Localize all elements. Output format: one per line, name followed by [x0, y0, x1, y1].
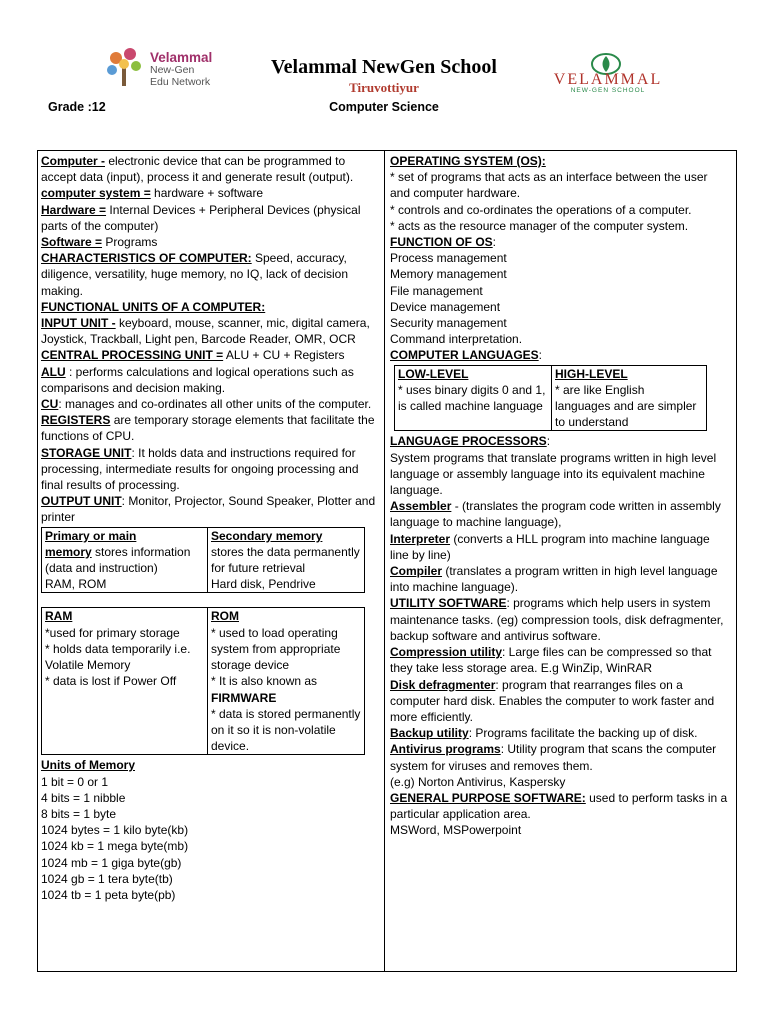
computer-definition [41, 153, 379, 185]
definition: : programs which help users in system maintenance tasks. (eg) compression tools, disk defragmenter, backup software and antivirus software. [390, 596, 724, 643]
right-logo-sub: NEW-GEN SCHOOL [570, 87, 646, 94]
logo-line3: Edu Network [150, 75, 211, 88]
rom-point-1: * used to load operating system from appropriate storage device [211, 625, 341, 673]
secondary-title: Secondary memory [211, 528, 323, 543]
rom-cell [208, 608, 365, 755]
column-divider [384, 150, 385, 972]
utility-software-definition [390, 595, 730, 644]
general-purpose-software-definition [390, 790, 730, 822]
languages-table [394, 365, 707, 432]
term: computer system = [41, 186, 151, 201]
unit-line: 8 bits = 1 byte [41, 806, 117, 821]
definition: keyboard, mouse, scanner, mic, digital camera, Joystick, Trackball, Light pen, Barcode Reader, OMR, OCR [41, 316, 370, 347]
output-unit [41, 493, 379, 525]
os-function-item: File management [390, 283, 483, 298]
cpu-definition [41, 347, 379, 363]
heading-text: FUNCTION OF OS [390, 235, 493, 250]
ram-cell [42, 608, 208, 755]
functional-units-heading: FUNCTIONAL UNITS OF A COMPUTER: [41, 299, 266, 314]
backup-utility-definition [390, 725, 730, 741]
hardware-definition [41, 202, 379, 234]
definition: Internal Devices + Peripheral Devices (physical parts of the computer) [41, 202, 361, 233]
left-column [41, 153, 379, 903]
rom-firmware: FIRMWARE [211, 690, 277, 705]
antivirus-examples: (e.g) Norton Antivirus, Kaspersky [390, 774, 566, 789]
os-function-item: Command interpretation. [390, 332, 523, 347]
software-definition [41, 234, 379, 250]
term: STORAGE UNIT [41, 445, 132, 460]
spacer [41, 595, 379, 606]
unit-line: 1024 tb = 1 peta byte(pb) [41, 887, 176, 902]
ram-title: RAM [45, 609, 73, 624]
computer-system-definition [41, 185, 379, 201]
term: Software = [41, 235, 103, 250]
heading-text: LANGUAGE PROCESSORS [390, 434, 547, 449]
assembler-definition [390, 498, 730, 530]
school-name: Velammal NewGen School [271, 56, 497, 78]
term: Computer - [41, 154, 105, 168]
term: Interpreter [390, 531, 451, 546]
primary-title-2: memory [45, 544, 92, 559]
term: Antivirus programs [390, 742, 501, 757]
general-purpose-examples: MSWord, MSPowerpoint [390, 823, 522, 838]
definition: Speed, accuracy, diligence, versatility, huge memory, no IQ, lack of decision making. [41, 251, 349, 298]
ram-rom-table [41, 607, 365, 755]
term: GENERAL PURPOSE SOFTWARE: [390, 790, 586, 805]
unit-line: 1024 mb = 1 giga byte(gb) [41, 855, 182, 870]
unit-line: 1 bit = 0 or 1 [41, 774, 109, 789]
definition: hardware + software [150, 186, 264, 201]
definition: : Monitor, Projector, Sound Speaker, Plotter and printer [41, 494, 376, 525]
disk-defragmenter-definition [390, 677, 730, 726]
definition: - (translates the program code written in assembly language to machine language), [390, 499, 721, 530]
language-processors-heading [390, 433, 730, 449]
language-processors-desc: System programs that translate programs written in high level language or assembly language into its equivalent machine language. [390, 450, 717, 498]
definition: (converts a HLL program into machine language line by line) [390, 531, 710, 562]
primary-title: Primary or main [45, 528, 137, 543]
logo-line2: New-Gen [150, 64, 195, 76]
primary-desc: stores information (data and instruction) [45, 544, 191, 576]
unit-line: 4 bits = 1 nibble [41, 790, 126, 805]
alu-definition [41, 364, 379, 396]
interpreter-definition [390, 531, 730, 563]
memory-types-table [41, 527, 365, 594]
unit-line: 1024 kb = 1 mega byte(mb) [41, 839, 189, 854]
heading-colon: : [492, 235, 497, 250]
subject-label: Computer Science [329, 100, 439, 114]
definition: : Programs facilitate the backing up of disk. [468, 726, 698, 741]
term: Backup utility [390, 726, 469, 741]
velammal-newgen-logo [540, 52, 680, 94]
grade-label: Grade :12 [48, 100, 106, 114]
term: Hardware = [41, 202, 107, 217]
term: REGISTERS [41, 413, 111, 428]
definition: used to perform tasks in a particular application area. [390, 790, 728, 822]
os-point: * acts as the resource manager of the computer system. [390, 218, 689, 233]
secondary-examples: Hard disk, Pendrive [211, 577, 316, 592]
rom-title: ROM [211, 609, 239, 624]
ram-point-2: * holds data temporarily i.e. Volatile Memory [45, 641, 191, 673]
cu-definition [41, 396, 379, 412]
ram-point-3: * data is lost if Power Off [45, 674, 177, 689]
definition: : program that rearranges files on a computer hard disk. Enables the computer to work faster and more efficiently. [390, 677, 715, 724]
compression-utility-definition [390, 644, 730, 676]
storage-unit [41, 445, 379, 494]
input-unit [41, 315, 379, 347]
term: INPUT UNIT - [41, 316, 116, 331]
function-of-os-heading [390, 234, 730, 250]
low-level-title: LOW-LEVEL [398, 366, 469, 381]
primary-memory-cell [42, 527, 208, 593]
compiler-definition [390, 563, 730, 595]
high-level-title: HIGH-LEVEL [555, 366, 628, 381]
definition: ALU + CU + Registers [223, 348, 345, 363]
characteristics [41, 250, 379, 299]
os-point: * controls and co-ordinates the operations of a computer. [390, 202, 692, 217]
term: OUTPUT UNIT [41, 494, 122, 509]
units-of-memory-heading: Units of Memory [41, 758, 136, 773]
term: CU [41, 397, 59, 412]
term: ALU [41, 364, 66, 379]
right-column [390, 153, 730, 839]
term: Compiler [390, 564, 443, 579]
term: Disk defragmenter [390, 677, 496, 692]
low-level-cell [395, 365, 552, 431]
logo-brand: Velammal [150, 50, 213, 65]
definition: electronic device that can be programmed to accept data (input), process it and generate result (output). [41, 154, 354, 185]
antivirus-definition [390, 741, 730, 773]
secondary-desc: stores the data permanently for future retrieval [211, 544, 360, 576]
registers-definition [41, 412, 379, 444]
os-function-item: Process management [390, 251, 507, 266]
heading-colon: : [538, 348, 543, 363]
low-level-desc: * uses binary digits 0 and 1, is called machine language [398, 382, 546, 414]
definition: (translates a program written in high level language into machine language). [390, 564, 718, 595]
definition: Programs [102, 235, 158, 250]
definition: : Large files can be compressed so that they take less storage area. E.g WinZip, WinRAR [390, 645, 712, 676]
os-function-item: Device management [390, 299, 501, 314]
high-level-desc: * are like English languages and are simpler to understand [555, 382, 697, 430]
os-function-item: Security management [390, 316, 507, 331]
term: CENTRAL PROCESSING UNIT = [41, 348, 224, 363]
term: UTILITY SOFTWARE [390, 596, 507, 611]
os-point: * set of programs that acts as an interface between the user and computer hardware. [390, 170, 708, 201]
definition: : performs calculations and logical operations such as comparisons and decision making. [41, 364, 354, 395]
definition: : manages and co-ordinates all other units of the computer. [58, 397, 372, 412]
ram-point-1: *used for primary storage [45, 625, 180, 640]
computer-languages-heading [390, 347, 730, 363]
os-function-item: Memory management [390, 267, 507, 282]
definition: : Utility program that scans the computer system for viruses and removes them. [390, 742, 717, 773]
heading-text: COMPUTER LANGUAGES [390, 348, 539, 363]
primary-examples: RAM, ROM [45, 577, 107, 592]
high-level-cell [552, 365, 707, 431]
school-location: Tiruvottiyur [349, 80, 419, 95]
unit-line: 1024 bytes = 1 kilo byte(kb) [41, 823, 189, 838]
heading-colon: : [546, 434, 551, 449]
definition: : It holds data and instructions required for processing, intermediate results for ongoing processing and final results of processing. [41, 445, 359, 493]
term: CHARACTERISTICS OF COMPUTER: [41, 251, 252, 266]
unit-line: 1024 gb = 1 tera byte(tb) [41, 871, 173, 886]
definition: are temporary storage elements that facilitate the functions of CPU. [41, 413, 375, 444]
term: Compression utility [390, 645, 503, 660]
right-logo-word: VELAMMAL [553, 71, 663, 88]
rom-point-3: * data is stored permanently on it so it is non-volatile device. [211, 706, 361, 754]
secondary-memory-cell [208, 527, 365, 593]
term: Assembler [390, 499, 452, 514]
rom-point-2: * It is also known as [211, 674, 318, 689]
os-heading: OPERATING SYSTEM (OS): [390, 154, 546, 168]
